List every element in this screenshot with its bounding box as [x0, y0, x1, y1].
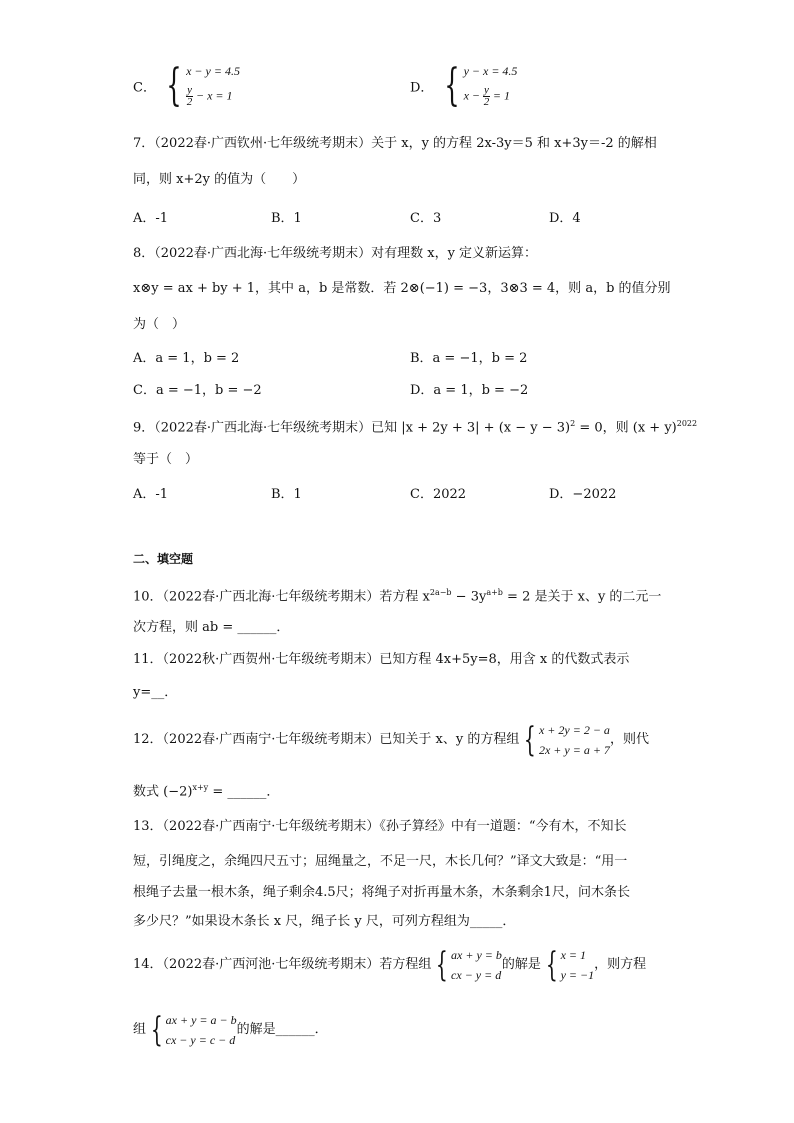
q12-line-1-post: ，则代 [609, 732, 649, 747]
q14-line-1 [133, 945, 646, 985]
q10-line-1 [133, 584, 661, 606]
superscript: 2022 [676, 419, 698, 428]
q10-line-1-mid: − 3y [451, 589, 487, 605]
q12-line-2-post: = ______． [208, 784, 280, 800]
brace-icon: { [436, 944, 449, 985]
option-label: D． [410, 80, 434, 96]
q7-option-a: A．-1 [133, 211, 169, 226]
system-line-1: x = 1 [560, 947, 586, 962]
equation-system [146, 1009, 237, 1050]
q13-line-1: 13．（2022春·广西南宁·七年级统考期末）《孙子算经》中有一道题：“今有木，不知长 [133, 819, 627, 834]
section-title: 二、填空题 [133, 552, 194, 566]
superscript: 2 [570, 419, 576, 428]
system-line-2: y = −1 [560, 967, 595, 982]
q12-line-2-pre: 数式 (−2) [133, 784, 193, 800]
q8-option-c: C．a = −1，b = −2 [133, 383, 262, 398]
superscript: a+b [486, 588, 503, 597]
system-line-2: cx − y = c − d [165, 1032, 236, 1047]
fraction-numerator: y [484, 84, 489, 96]
fraction-numerator: y [187, 84, 192, 96]
system-line-2 [186, 85, 240, 108]
q12-line-2 [133, 779, 279, 801]
q7-line-2: 同，则 x+2y 的值为（ ） [133, 172, 306, 187]
system-line-1: x + 2y = 2 − a [538, 722, 610, 737]
q13-line-2: 短，引绳度之，余绳四尺五寸；屈绳量之，不足一尺，木长几何？”译文大致是：“用一 [133, 854, 628, 869]
solution-system [541, 944, 595, 985]
system-line-2 [464, 85, 518, 108]
system-line-1: ax + y = a − b [165, 1012, 237, 1027]
q11-line-1: 11．（2022秋·广西贺州·七年级统考期末）已知方程 4x+5y=8，用含 x 的代数式表示 [133, 652, 630, 667]
system-line-2: 2x + y = a + 7 [538, 742, 610, 757]
equation-system [431, 944, 502, 985]
system-line-1: y − x = 4.5 [463, 64, 518, 78]
brace-icon: { [524, 719, 537, 760]
system-line-2-rest: − x = 1 [192, 88, 233, 103]
q14-line-1-post: ，则方程 [594, 957, 647, 972]
q7-line-1: 7．（2022春·广西钦州·七年级统考期末）关于 x，y 的方程 2x-3y＝5 和 x+3y＝-2 的解相 [133, 136, 657, 151]
q14-line-2-post: 的解是______． [236, 1022, 328, 1037]
q9-line-1-mid: = 0，则 (x + y) [575, 420, 677, 436]
q14-line-2-pre: 组 [133, 1022, 147, 1037]
q14-line-1-pre: 14．（2022春·广西河池·七年级统考期末）若方程组 [133, 957, 432, 972]
brace-icon: { [166, 60, 182, 111]
q8-line-2: x⊗y = ax + by + 1，其中 a，b 是常数．若 2⊗(−1) = −3，3⊗3 = 4，则 a，b 的值分别 [133, 281, 671, 296]
fraction-denominator: 2 [483, 96, 490, 108]
system-line-2-pre: x − [463, 88, 484, 103]
system-line-1: x − y = 4.5 [186, 64, 240, 78]
q12-line-1-pre: 12．（2022春·广西南宁·七年级统考期末）已知关于 x、y 的方程组 [133, 732, 520, 747]
system-line-2-rest: = 1 [489, 88, 511, 103]
superscript: x+y [192, 783, 209, 792]
superscript: 2a−b [429, 588, 452, 597]
q9-option-a: A．-1 [133, 487, 169, 502]
q8-line-3: 为（ ） [133, 317, 186, 332]
brace-icon: { [443, 60, 460, 111]
q9-option-c: C．2022 [410, 487, 467, 502]
q7-option-d: D．4 [549, 211, 581, 226]
q12-line-1 [133, 720, 649, 760]
equation-system [519, 719, 610, 760]
q10-line-1-post: = 2 是关于 x、y 的二元一 [502, 589, 662, 605]
q14-line-2 [133, 1010, 328, 1050]
q13-line-3: 根绳子去量一根木条，绳子剩余4.5尺；将绳子对折再量木条，木条剩余1尺，问木条长 [133, 885, 630, 900]
q7-option-c: C．3 [410, 211, 442, 226]
q8-option-a: A．a = 1，b = 2 [133, 351, 240, 366]
option-label: C． [133, 80, 156, 96]
q11-line-2: y=__． [133, 685, 178, 700]
q6-option-d [410, 60, 518, 111]
q7-option-b: B．1 [271, 211, 302, 226]
q13-line-4: 多少尺？”如果设木条长 x 尺，绳子长 y 尺，可列方程组为_____． [133, 914, 516, 929]
q9-line-1 [133, 415, 697, 437]
q8-option-b: B．a = −1，b = 2 [410, 351, 528, 366]
brace-icon: { [545, 944, 558, 985]
q10-line-2: 次方程，则 ab = ______． [133, 620, 290, 635]
q9-option-b: B．1 [271, 487, 302, 502]
q9-line-1-pre: 9．（2022春·广西北海·七年级统考期末）已知 |x + 2y + 3| + (x − y − 3) [133, 420, 571, 436]
fraction-denominator: 2 [186, 96, 193, 108]
system-line-2: cx − y = d [451, 967, 502, 982]
q6-option-c [133, 60, 240, 111]
q8-option-d: D．a = 1，b = −2 [410, 383, 529, 398]
brace-icon: { [150, 1009, 163, 1050]
q9-option-d: D．−2022 [549, 487, 617, 502]
q8-line-1: 8．（2022春·广西北海·七年级统考期末）对有理数 x，y 定义新运算： [133, 246, 538, 261]
equation-system [438, 60, 518, 111]
q9-line-2: 等于（ ） [133, 452, 199, 467]
q14-line-1-mid: 的解是 [501, 957, 541, 972]
q10-line-1-pre: 10．（2022春·广西北海·七年级统考期末）若方程 x [133, 589, 430, 605]
system-line-1: ax + y = b [451, 947, 502, 962]
equation-system [160, 60, 240, 111]
